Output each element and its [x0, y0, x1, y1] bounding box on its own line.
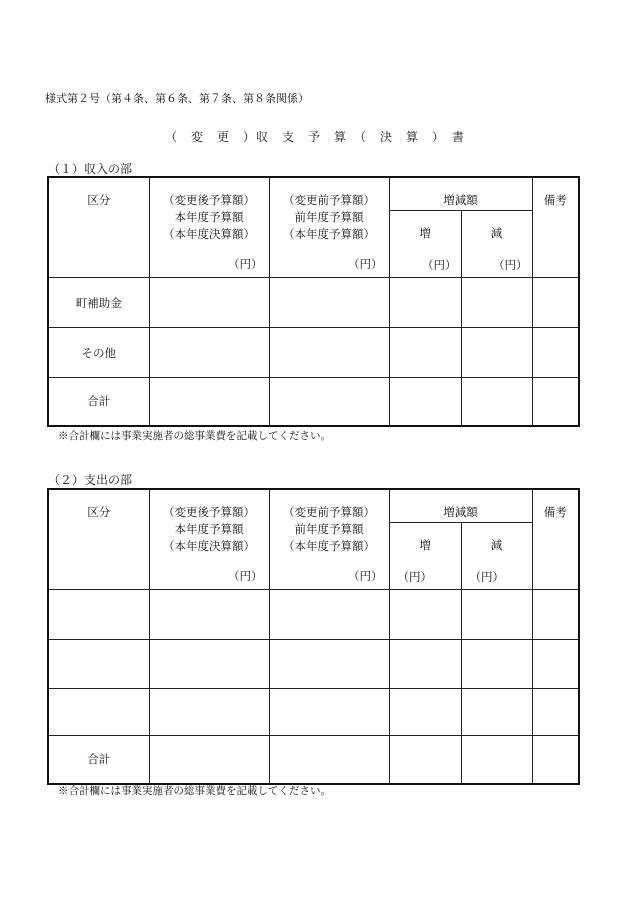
row-label[interactable] — [48, 689, 149, 736]
header-decrease — [461, 523, 532, 590]
header-after-line3: （本年度決算額） — [163, 227, 255, 241]
amount-cell[interactable] — [389, 378, 461, 426]
header-kubun: 区分 — [48, 177, 149, 278]
amount-cell[interactable] — [149, 689, 269, 736]
amount-cell[interactable] — [461, 278, 532, 328]
form-number: 様式第２号（第４条、第６条、第７条、第８条関係） — [45, 92, 309, 105]
header-after-line1: （変更後予算額） — [163, 505, 255, 519]
amount-cell[interactable] — [269, 278, 389, 328]
header-after-line3: （本年度決算額） — [163, 539, 255, 553]
header-change: 増減額 — [389, 177, 532, 211]
income-note: ※合計欄には事業実施者の総事業費を記載してください。 — [58, 430, 331, 442]
document-title: （ 変 更 ）収 支 予 算 （ 決 算 ） 書 — [164, 130, 465, 144]
remarks-cell[interactable] — [532, 590, 579, 640]
income-table — [47, 176, 580, 427]
table-row — [48, 378, 579, 426]
yen-unit: （円） — [397, 570, 432, 584]
expense-table — [47, 488, 580, 785]
yen-unit: （円） — [469, 570, 504, 584]
header-before-budget — [269, 489, 389, 590]
amount-cell[interactable] — [269, 640, 389, 689]
yen-unit: （円） — [493, 258, 528, 272]
amount-cell[interactable] — [461, 640, 532, 689]
header-before-line3: （本年度予算額） — [283, 539, 375, 553]
remarks-cell[interactable] — [532, 378, 579, 426]
header-change: 増減額 — [389, 489, 532, 523]
header-after-budget — [149, 177, 269, 278]
income-section-heading: （１）収入の部 — [48, 162, 133, 176]
header-before-line2: 前年度予算額 — [294, 210, 364, 224]
amount-cell[interactable] — [461, 328, 532, 378]
header-decrease — [461, 211, 532, 278]
amount-cell[interactable] — [269, 689, 389, 736]
row-label: 合計 — [48, 736, 149, 784]
header-decrease-label: 減 — [490, 538, 503, 552]
row-label: 町補助金 — [48, 278, 149, 328]
amount-cell[interactable] — [389, 590, 461, 640]
remarks-cell[interactable] — [532, 328, 579, 378]
header-increase — [389, 523, 461, 590]
header-remarks: 備考 — [532, 177, 579, 278]
amount-cell[interactable] — [461, 590, 532, 640]
header-increase-label: 増 — [419, 538, 431, 552]
header-remarks: 備考 — [532, 489, 579, 590]
amount-cell[interactable] — [269, 590, 389, 640]
amount-cell[interactable] — [389, 278, 461, 328]
yen-unit: （円） — [228, 569, 263, 583]
yen-unit: （円） — [422, 258, 457, 272]
amount-cell[interactable] — [389, 736, 461, 784]
expense-section-heading: （２）支出の部 — [48, 473, 133, 487]
amount-cell[interactable] — [149, 378, 269, 426]
header-before-line1: （変更前予算額） — [283, 193, 375, 207]
header-decrease-label: 減 — [490, 226, 503, 240]
amount-cell[interactable] — [269, 736, 389, 784]
header-before-line1: （変更前予算額） — [283, 505, 375, 519]
table-row — [48, 736, 579, 784]
remarks-cell[interactable] — [532, 640, 579, 689]
header-increase-label: 増 — [419, 226, 431, 240]
amount-cell[interactable] — [389, 640, 461, 689]
amount-cell[interactable] — [149, 640, 269, 689]
amount-cell[interactable] — [149, 736, 269, 784]
amount-cell[interactable] — [461, 378, 532, 426]
row-label[interactable] — [48, 590, 149, 640]
yen-unit: （円） — [348, 569, 383, 583]
header-after-budget — [149, 489, 269, 590]
remarks-cell[interactable] — [532, 278, 579, 328]
row-label[interactable] — [48, 640, 149, 689]
amount-cell[interactable] — [269, 378, 389, 426]
header-after-line2: 本年度予算額 — [174, 522, 244, 536]
row-label: その他 — [48, 328, 149, 378]
amount-cell[interactable] — [461, 689, 532, 736]
header-before-budget — [269, 177, 389, 278]
row-label: 合計 — [48, 378, 149, 426]
yen-unit: （円） — [228, 257, 263, 271]
table-row — [48, 689, 579, 736]
amount-cell[interactable] — [149, 590, 269, 640]
header-after-line2: 本年度予算額 — [174, 210, 244, 224]
amount-cell[interactable] — [149, 328, 269, 378]
amount-cell[interactable] — [461, 736, 532, 784]
yen-unit: （円） — [348, 257, 383, 271]
header-kubun: 区分 — [48, 489, 149, 590]
table-row — [48, 278, 579, 328]
amount-cell[interactable] — [389, 689, 461, 736]
header-before-line2: 前年度予算額 — [294, 522, 364, 536]
table-row — [48, 328, 579, 378]
expense-note: ※合計欄には事業実施者の総事業費を記載してください。 — [58, 785, 331, 797]
table-row — [48, 590, 579, 640]
amount-cell[interactable] — [149, 278, 269, 328]
remarks-cell[interactable] — [532, 736, 579, 784]
remarks-cell[interactable] — [532, 689, 579, 736]
amount-cell[interactable] — [389, 328, 461, 378]
table-row — [48, 640, 579, 689]
header-before-line3: （本年度予算額） — [283, 227, 375, 241]
header-after-line1: （変更後予算額） — [163, 193, 255, 207]
amount-cell[interactable] — [269, 328, 389, 378]
header-increase — [389, 211, 461, 278]
